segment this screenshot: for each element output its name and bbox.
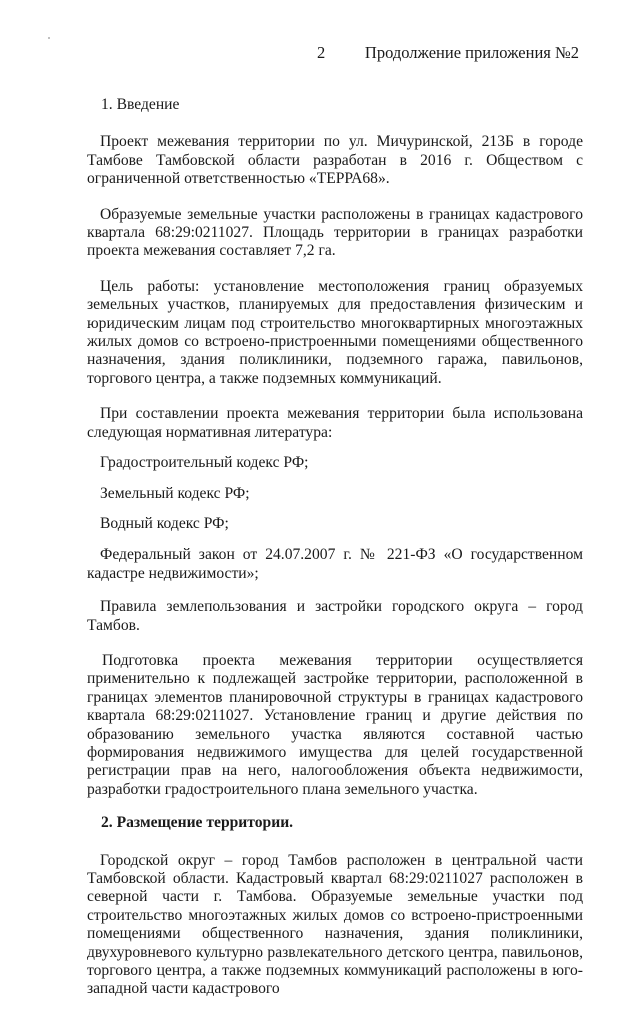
scan-speck [48, 37, 50, 39]
page-header [0, 43, 640, 67]
paragraph: Подготовка проекта межевания территории осуществляется применительно к подлежащей застройке территории, расположенной в границах элементов планировочной структуры в границах кадастрового квартала 68:29:0211027. Установление границ и другие действия по образованию земельного участка являются составной частью формирования недвижимого имущества для целей государственной регистрации прав на него, налогообложения объекта недвижимости, разработки градостроительного плана земельного участка. [87, 651, 583, 798]
list-item: Водный кодекс РФ; [100, 514, 229, 532]
list-item: Градостроительный кодекс РФ; [100, 454, 309, 472]
appendix-continuation-title: Продолжение приложения №2 [364, 43, 579, 62]
paragraph: Проект межевания территории по ул. Мичуринской, 213Б в городе Тамбове Тамбовской области разработан в 2016 г. Обществом с ограниченной ответственностью «ТЕРРА68». [87, 133, 583, 188]
list-item: Правила землепользования и застройки городского округа – город Тамбов. [87, 598, 583, 634]
paragraph: При составлении проекта межевания территории была использована следующая нормативная литература: [87, 405, 583, 441]
list-item: Федеральный закон от 24.07.2007 г. № 221-ФЗ «О государственном кадастре недвижимости»; [87, 546, 583, 582]
section-territory-location [87, 814, 583, 999]
paragraph: Образуемые земельные участки расположены в границах кадастрового квартала 68:29:0211027. Площадь территории в границах разработки проекта межевания составляет 7,2 га. [87, 205, 583, 260]
paragraph: Городской округ – город Тамбов расположен в центральной части Тамбовской области. Кадастровый квартал 68:29:0211027 расположен в северной части г. Тамбова. Образуемые земельные участки под строительство многоэтажных жилых домов со встроено-пристроенными помещениями общественного назначения, здания поликлиники, двухуровневого культурно развлекательного детского центра, павильонов, торгового центра, а также подземных коммуникаций расположены в юго-западной части кадастрового [87, 851, 583, 998]
paragraph: Цель работы: установление местоположения границ образуемых земельных участков, планируемых для предоставления физическим и юридическим лицам под строительство многоквартирных многоэтажных жилых домов со встроено-пристроенными помещениями общественного назначения, здания поликлиники, подземного гаража, павильонов, торгового центра, а также подземных коммуникаций. [87, 277, 583, 387]
section-heading: 2. Размещение территории. [101, 814, 294, 832]
section-heading: 1. Введение [101, 96, 180, 113]
section-introduction [87, 96, 583, 799]
regulatory-list [87, 454, 583, 635]
page-number: 2 [317, 43, 326, 62]
list-item: Земельный кодекс РФ; [100, 484, 250, 502]
document-body [87, 96, 583, 1016]
